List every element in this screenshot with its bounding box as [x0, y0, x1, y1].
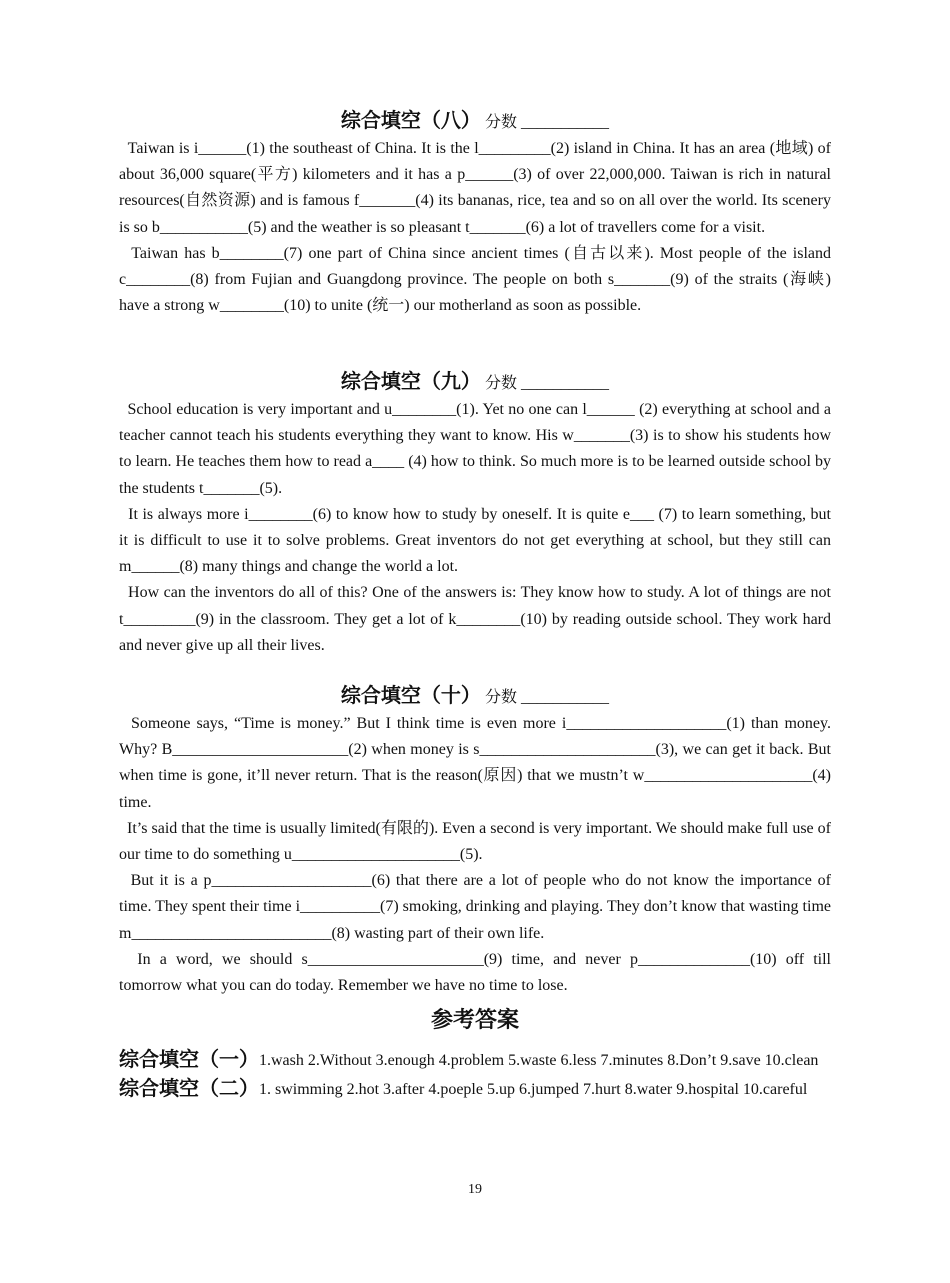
section-10-score: 分数 ___________: [485, 689, 610, 706]
section-8-heading: [119, 107, 831, 136]
answer-row-2-label: 综合填空（二）: [119, 1076, 259, 1100]
section-8-paragraph-1: Taiwan is i______(1) the southeast of China. It is the l_________(2) island in China. It has an area (地域) of about 36,000 square(平方) kilometers and it has a p______(3) of over 22,000,000. Taiwan is rich in natural resources(自然资源) and is famous f_______(4) its bananas, rice, tea and so on all over the world. Its scenery is so b___________(5) and the weather is so pleasant t_______(6) a lot of travellers come for a visit.: [119, 140, 836, 236]
section-9-score: 分数 ___________: [485, 375, 610, 392]
section-8-title: 综合填空（八）: [340, 108, 481, 132]
section-10-paragraph-1: Someone says, “Time is money.” But I think time is even more i____________________(1) than money. Why? B______________________(2) when money is s______________________(3), we can get it back. But when time is gone, it’ll never return. That is the reason(原因) that we mustn’t w_____________________(4) time.: [119, 715, 835, 811]
answer-row-1-text: 1.wash 2.Without 3.enough 4.problem 5.waste 6.less 7.minutes 8.Don’t 9.save 10.clean: [259, 1052, 819, 1069]
section-8-score: 分数 ___________: [485, 114, 610, 131]
section-10-title: 综合填空（十）: [340, 683, 481, 707]
page-number: 19: [468, 1182, 482, 1197]
section-10-paragraph-3: But it is a p____________________(6) that there are a lot of people who do not know the importance of time. They spent their time i__________(7) smoking, drinking and playing. They don’t know that wasting time m_________________________(8) wasting part of their own life.: [119, 872, 836, 942]
section-8: [119, 107, 836, 319]
section-8-paragraph-2: Taiwan has b________(7) one part of China since ancient times (自古以来). Most people of the island c________(8) from Fujian and Guangdong province. The people on both s_______(9) of the straits (海峡) have a strong w________(10) to unite (统一) our motherland as soon as possible.: [119, 244, 836, 315]
answer-row-2-text: 1. swimming 2.hot 3.after 4.poeple 5.up 6.jumped 7.hurt 8.water 9.hospital 10.careful: [259, 1081, 808, 1098]
section-10-paragraph-4: In a word, we should s______________________(9) time, and never p______________(10) off till tomorrow what you can do today. Remember we have no time to lose.: [119, 950, 835, 995]
section-9-paragraph-1: School education is very important and u________(1). Yet no one can l______ (2) everything at school and a teacher cannot teach his students everything they want to know. His w_______(3) is to show his students how to learn. He teaches them how to read a____ (4) how to think. So much more is to be learned outside school by the students t_______(5).: [119, 401, 836, 497]
section-10-paragraph-2: It’s said that the time is usually limited(有限的). Even a second is very important. We should make full use of our time to do something u_____________________(5).: [119, 819, 835, 864]
section-9: [119, 368, 836, 659]
answer-row-1-label: 综合填空（一）: [119, 1047, 259, 1071]
answer-key: [119, 1006, 831, 1101]
section-9-paragraph-2: It is always more i________(6) to know how to study by oneself. It is quite e___ (7) to learn something, but it is difficult to use it to solve problems. Great inventors do not get everything at school, but they still can m______(8) many things and change the world a lot.: [119, 505, 835, 576]
answer-row-1: [119, 1046, 831, 1072]
section-10: [119, 682, 836, 999]
section-9-paragraph-3: How can the inventors do all of this? One of the answers is: They know how to study. A lot of things are not t_________(9) in the classroom. They get a lot of k________(10) by reading outside school. They work hard and never give up all their lives.: [119, 584, 836, 654]
section-9-title: 综合填空（九）: [340, 369, 481, 393]
section-9-heading: [119, 368, 831, 397]
answer-key-title: 参考答案: [430, 1008, 519, 1033]
section-10-heading: [119, 682, 831, 711]
answer-row-2: [119, 1075, 831, 1101]
